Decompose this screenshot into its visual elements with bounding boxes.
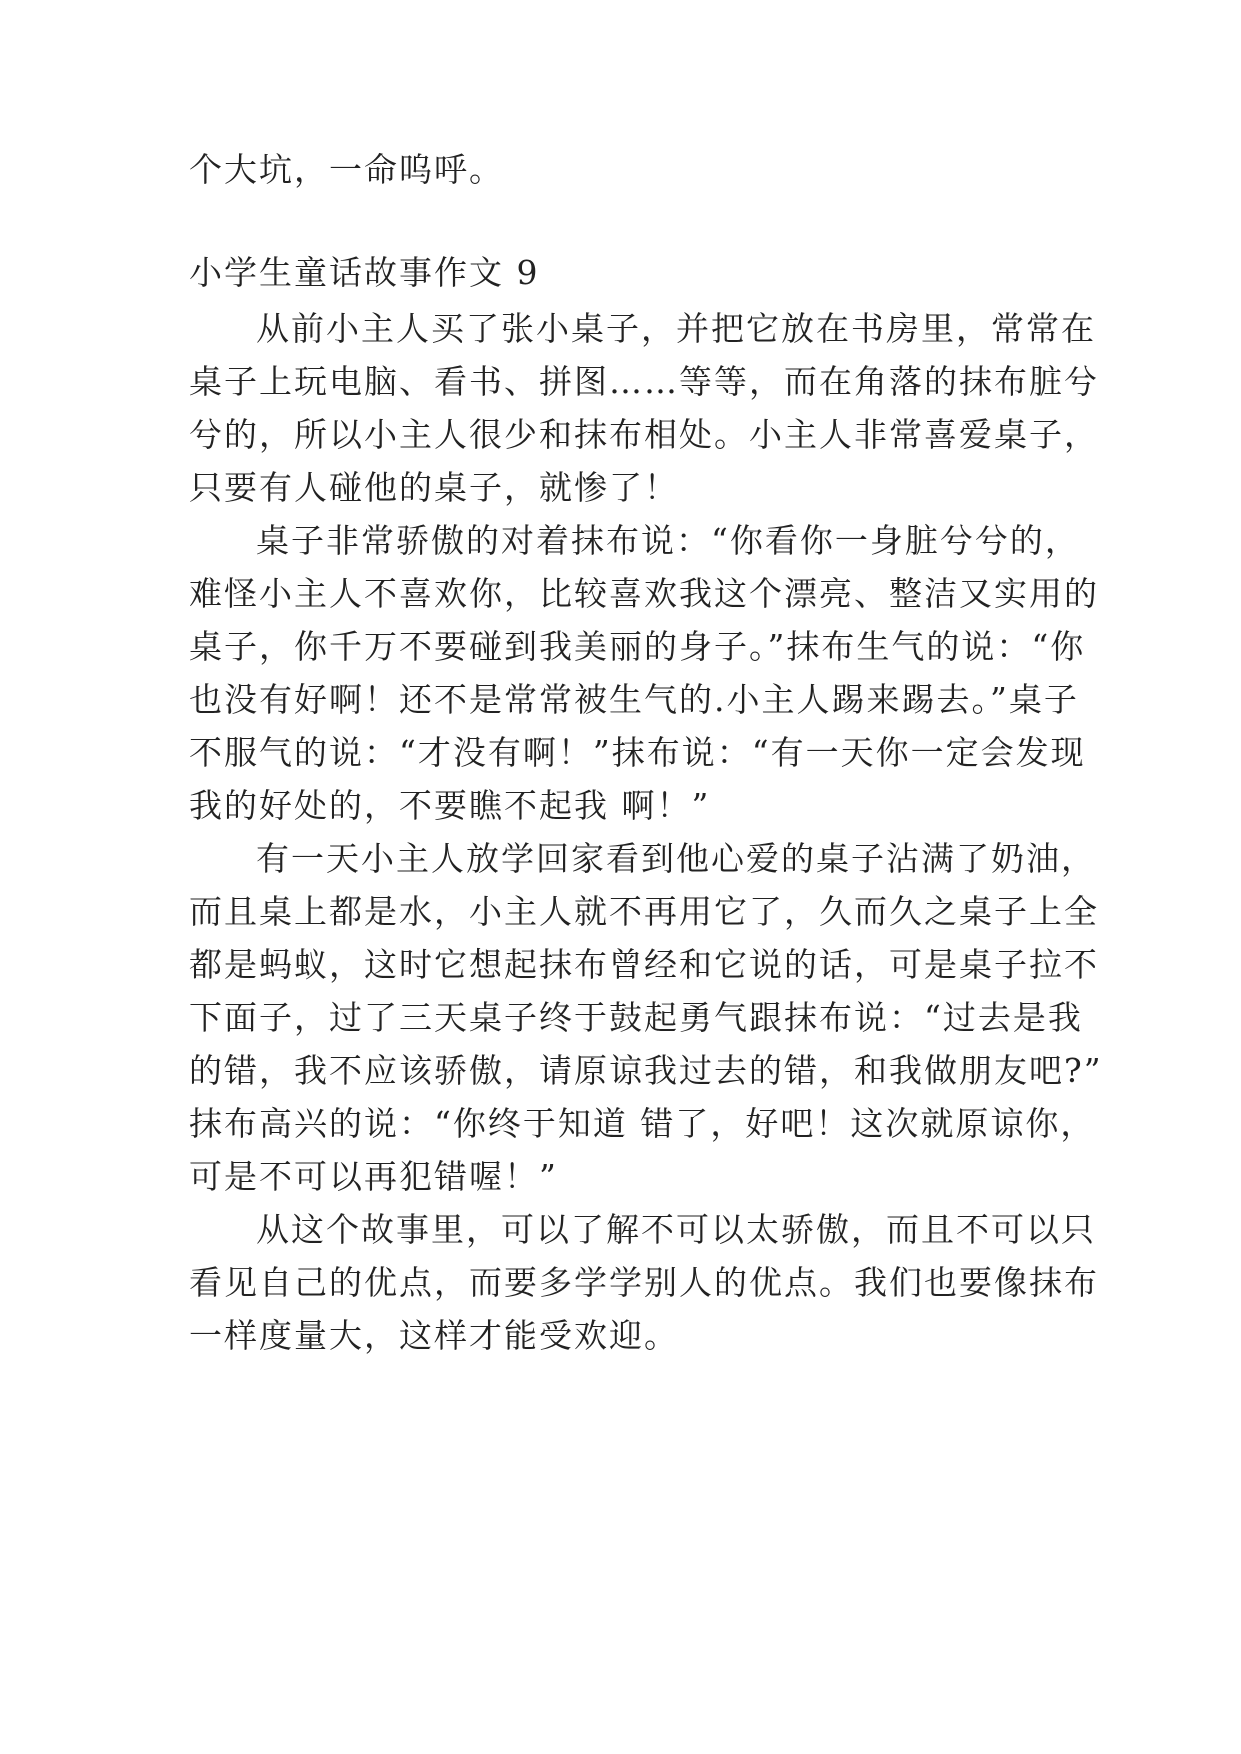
opening-line: 个大坑，一命呜呼。 (189, 150, 504, 189)
paragraph-4-line-1: 从这个故事里，可以了解不可以太骄傲，而且不可以只 (256, 1210, 1096, 1249)
paragraph-2-line-6: 我的好处的，不要瞧不起我 啊！” (189, 786, 711, 825)
paragraph-1-line-4: 只要有人碰他的桌子，就惨了！ (189, 468, 679, 507)
paragraph-1-line-3: 兮的，所以小主人很少和抹布相处。小主人非常喜爱桌子， (189, 415, 1099, 454)
paragraph-3-line-4: 下面子，过了三天桌子终于鼓起勇气跟抹布说：“过去是我 (189, 998, 1083, 1037)
paragraph-2-line-5: 不服气的说：“才没有啊！”抹布说：“有一天你一定会发现 (189, 733, 1086, 772)
paragraph-3-line-3: 都是蚂蚁，这时它想起抹布曾经和它说的话，可是桌子拉不 (189, 945, 1099, 984)
paragraph-2-line-2: 难怪小主人不喜欢你，比较喜欢我这个漂亮、整洁又实用的 (189, 574, 1099, 613)
paragraph-3-line-2: 而且桌上都是水，小主人就不再用它了，久而久之桌子上全 (189, 892, 1099, 931)
paragraph-1-line-2: 桌子上玩电脑、看书、拼图……等等，而在角落的抹布脏兮 (189, 362, 1099, 401)
paragraph-3-line-6: 抹布高兴的说：“你终于知道 错了，好吧！这次就原谅你， (189, 1104, 1096, 1143)
paragraph-2-line-3: 桌子，你千万不要碰到我美丽的身子。”抹布生气的说：“你 (189, 627, 1086, 666)
paragraph-3-line-5: 的错，我不应该骄傲，请原谅我过去的错，和我做朋友吧?” (189, 1051, 1103, 1090)
paragraph-4-line-2: 看见自己的优点，而要多学学别人的优点。我们也要像抹布 (189, 1263, 1099, 1302)
paragraph-3-line-7: 可是不可以再犯错喔！” (189, 1157, 558, 1196)
paragraph-2-line-1: 桌子非常骄傲的对着抹布说：“你看你一身脏兮兮的， (256, 521, 1080, 560)
paragraph-4-line-3: 一样度量大，这样才能受欢迎。 (189, 1316, 679, 1355)
paragraph-3-line-1: 有一天小主人放学回家看到他心爱的桌子沾满了奶油， (256, 839, 1096, 878)
paragraph-1-line-1: 从前小主人买了张小桌子，并把它放在书房里，常常在 (256, 309, 1096, 348)
section-heading: 小学生童话故事作文 9 (189, 253, 540, 292)
paragraph-2-line-4: 也没有好啊！还不是常常被生气的.小主人踢来踢去。”桌子 (189, 680, 1079, 719)
